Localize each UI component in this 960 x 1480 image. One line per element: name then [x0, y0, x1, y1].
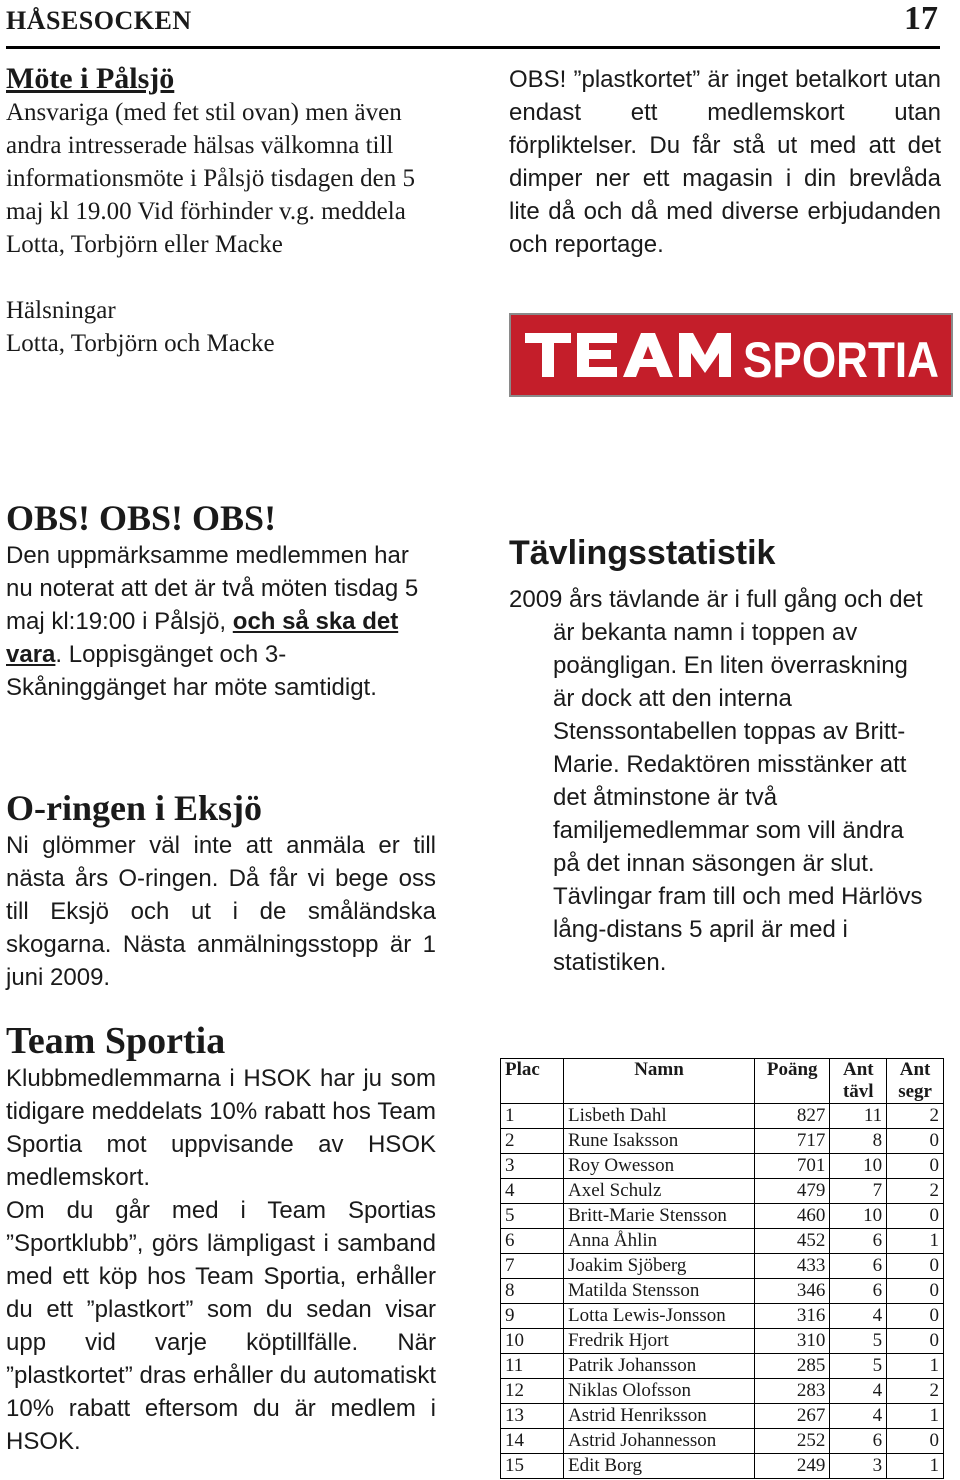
- table-row: [501, 1454, 944, 1479]
- cell-namn: Rune Isaksson: [563, 1129, 754, 1154]
- col-ant-tavl: Ant tävl: [830, 1059, 887, 1104]
- cell-plac: 15: [501, 1454, 564, 1479]
- cell-plac: 13: [501, 1404, 564, 1429]
- cell-poang: 283: [755, 1379, 830, 1404]
- cell-ant-tavl: 7: [830, 1179, 887, 1204]
- cell-ant-tavl: 8: [830, 1129, 887, 1154]
- cell-plac: 3: [501, 1154, 564, 1179]
- cell-ant-tavl: 5: [830, 1354, 887, 1379]
- table-row: [501, 1129, 944, 1154]
- cell-poang: 310: [755, 1329, 830, 1354]
- cell-poang: 479: [755, 1179, 830, 1204]
- cell-ant-segr: 2: [887, 1379, 944, 1404]
- col-ant-segr: Ant segr: [887, 1059, 944, 1104]
- cell-poang: 249: [755, 1454, 830, 1479]
- table-row: [501, 1379, 944, 1404]
- cell-ant-tavl: 5: [830, 1329, 887, 1354]
- cell-namn: Fredrik Hjort: [563, 1329, 754, 1354]
- mote-greeting: [6, 294, 436, 360]
- cell-plac: 11: [501, 1354, 564, 1379]
- cell-ant-segr: 1: [887, 1404, 944, 1429]
- cell-poang: 285: [755, 1354, 830, 1379]
- obs-body: [6, 539, 436, 704]
- cell-ant-segr: 1: [887, 1229, 944, 1254]
- col-namn: Namn: [563, 1059, 754, 1104]
- cell-ant-segr: 1: [887, 1354, 944, 1379]
- obs-text-2: . Loppisgänget och 3-Skåninggänget har möte samtidigt.: [6, 641, 377, 701]
- cell-plac: 9: [501, 1304, 564, 1329]
- cell-plac: 7: [501, 1254, 564, 1279]
- cell-ant-segr: 0: [887, 1329, 944, 1354]
- cell-ant-tavl: 3: [830, 1454, 887, 1479]
- cell-ant-tavl: 6: [830, 1279, 887, 1304]
- cell-namn: Astrid Henriksson: [563, 1404, 754, 1429]
- stats-section: [509, 533, 929, 979]
- page-number: 17: [904, 0, 938, 37]
- cell-poang: 252: [755, 1429, 830, 1454]
- cell-poang: 316: [755, 1304, 830, 1329]
- greeting-line-1: Hälsningar: [6, 297, 116, 324]
- cell-namn: Lotta Lewis-Jonsson: [563, 1304, 754, 1329]
- stats-table: [500, 1058, 944, 1479]
- cell-plac: 5: [501, 1204, 564, 1229]
- sportia-para-1: Klubbmedlemmarna i HSOK har ju som tidigare meddelats 10% rabatt hos Team Sportia mot uppvisande av HSOK medlemskort.: [6, 1065, 436, 1191]
- cell-poang: 827: [755, 1104, 830, 1129]
- stats-heading: Tävlingsstatistik: [509, 534, 776, 572]
- table-row: [501, 1404, 944, 1429]
- table-row: [501, 1154, 944, 1179]
- sportia-para-2: Om du går med i Team Sportias ”Sportklubb”, görs lämpligast i samband med ett köp hos Team Sportia, erhåller du ett ”plastkort” som du sedan visar upp vid varje köptillfälle. När ”plastkortet” dras erhåller du automatiskt 10% rabatt eftersom du är medlem i HSOK.: [6, 1197, 436, 1455]
- stats-body: 2009 års tävlande är i full gång och det är bekanta namn i toppen av poängligan. En liten överraskning är dock att den interna Stenssontabellen toppas av Britt-Marie. Redaktören misstänker att det åtminstone är två familjemedlemmar som vill ändra på det innan säsongen är slut. Tävlingar fram till och med Härlövs lång-distans 5 april är med i statistiken.: [509, 586, 923, 976]
- cell-namn: Lisbeth Dahl: [563, 1104, 754, 1129]
- table-row: [501, 1329, 944, 1354]
- team-sportia-logo-graphic: [511, 315, 951, 395]
- cell-ant-segr: 0: [887, 1204, 944, 1229]
- cell-ant-tavl: 6: [830, 1229, 887, 1254]
- cell-ant-segr: 0: [887, 1304, 944, 1329]
- cell-poang: 452: [755, 1229, 830, 1254]
- cell-namn: Niklas Olofsson: [563, 1379, 754, 1404]
- obs-section: [6, 497, 436, 704]
- cell-poang: 460: [755, 1204, 830, 1229]
- cell-ant-tavl: 11: [830, 1104, 887, 1129]
- obs-text-1: Den uppmärksamme medlemmen har nu noterat att det är två möten tisdag 5 maj kl:19:00 i Pålsjö,: [6, 542, 419, 635]
- page-header: [6, 0, 940, 49]
- table-row: [501, 1354, 944, 1379]
- table-row: [501, 1104, 944, 1129]
- table-row: [501, 1254, 944, 1279]
- oringen-section: [6, 787, 436, 994]
- cell-ant-tavl: 4: [830, 1379, 887, 1404]
- mote-section: [6, 62, 436, 360]
- table-row: [501, 1204, 944, 1229]
- cell-ant-tavl: 6: [830, 1429, 887, 1454]
- cell-namn: Patrik Johansson: [563, 1354, 754, 1379]
- table-row: [501, 1429, 944, 1454]
- greeting-line-2: Lotta, Torbjörn och Macke: [6, 330, 275, 357]
- table-row: [501, 1279, 944, 1304]
- sportia-heading: Team Sportia: [6, 1020, 226, 1062]
- cell-namn: Anna Åhlin: [563, 1229, 754, 1254]
- cell-poang: 717: [755, 1129, 830, 1154]
- cell-plac: 8: [501, 1279, 564, 1304]
- cell-poang: 267: [755, 1404, 830, 1429]
- mote-body: Ansvariga (med fet stil ovan) men även andra intresserade hälsas välkomna till informationsmöte i Pålsjö tisdagen den 5 maj kl 19.00 Vid förhinder v.g. meddela Lotta, Torbjörn eller Macke: [6, 99, 415, 258]
- cell-poang: 433: [755, 1254, 830, 1279]
- cell-namn: Edit Borg: [563, 1454, 754, 1479]
- cell-namn: Roy Owesson: [563, 1154, 754, 1179]
- cell-ant-tavl: 4: [830, 1404, 887, 1429]
- cell-namn: Astrid Johannesson: [563, 1429, 754, 1454]
- cell-namn: Axel Schulz: [563, 1179, 754, 1204]
- obs-heading: OBS! OBS! OBS!: [6, 498, 277, 538]
- cell-poang: 701: [755, 1154, 830, 1179]
- obs-continuation-section: [509, 63, 941, 261]
- svg-text:SPORTIA: SPORTIA: [743, 332, 939, 388]
- cell-plac: 12: [501, 1379, 564, 1404]
- oringen-body: Ni glömmer väl inte att anmäla er till nästa års O-ringen. Då får vi bege oss till Eksjö och ut i de småländska skogarna. Nästa anmälningsstopp är 1 juni 2009.: [6, 832, 436, 991]
- cell-ant-segr: 2: [887, 1179, 944, 1204]
- obs-emphasis: och så ska det vara: [6, 608, 399, 668]
- table-row: [501, 1304, 944, 1329]
- cell-ant-segr: 0: [887, 1154, 944, 1179]
- cell-poang: 346: [755, 1279, 830, 1304]
- col-poang: Poäng: [755, 1059, 830, 1104]
- team-sportia-logo: [509, 313, 953, 397]
- stats-table-header: [501, 1059, 944, 1104]
- cell-plac: 1: [501, 1104, 564, 1129]
- cell-ant-segr: 2: [887, 1104, 944, 1129]
- cell-namn: Matilda Stensson: [563, 1279, 754, 1304]
- cell-namn: Joakim Sjöberg: [563, 1254, 754, 1279]
- obs-continuation-text: OBS! ”plastkortet” är inget betalkort utan endast ett medlemskort utan förpliktelser. Du får stå ut med att det dimper ner ett magasin i din brevlåda lite då och då med diverse erbjudanden och reportage.: [509, 66, 941, 258]
- newsletter-title: HÅSESOCKEN: [6, 6, 192, 35]
- mote-heading: Möte i Pålsjö: [6, 62, 175, 95]
- cell-ant-tavl: 10: [830, 1204, 887, 1229]
- col-plac: Plac: [501, 1059, 564, 1104]
- cell-plac: 10: [501, 1329, 564, 1354]
- cell-ant-segr: 0: [887, 1279, 944, 1304]
- cell-ant-tavl: 10: [830, 1154, 887, 1179]
- cell-ant-tavl: 6: [830, 1254, 887, 1279]
- cell-ant-segr: 0: [887, 1129, 944, 1154]
- cell-ant-segr: 0: [887, 1254, 944, 1279]
- cell-namn: Britt-Marie Stensson: [563, 1204, 754, 1229]
- sportia-section: [6, 1020, 436, 1458]
- table-row: [501, 1229, 944, 1254]
- oringen-heading: O-ringen i Eksjö: [6, 788, 263, 828]
- table-row: [501, 1179, 944, 1204]
- cell-ant-segr: 1: [887, 1454, 944, 1479]
- cell-plac: 2: [501, 1129, 564, 1154]
- cell-ant-tavl: 4: [830, 1304, 887, 1329]
- cell-plac: 4: [501, 1179, 564, 1204]
- cell-plac: 14: [501, 1429, 564, 1454]
- cell-plac: 6: [501, 1229, 564, 1254]
- cell-ant-segr: 0: [887, 1429, 944, 1454]
